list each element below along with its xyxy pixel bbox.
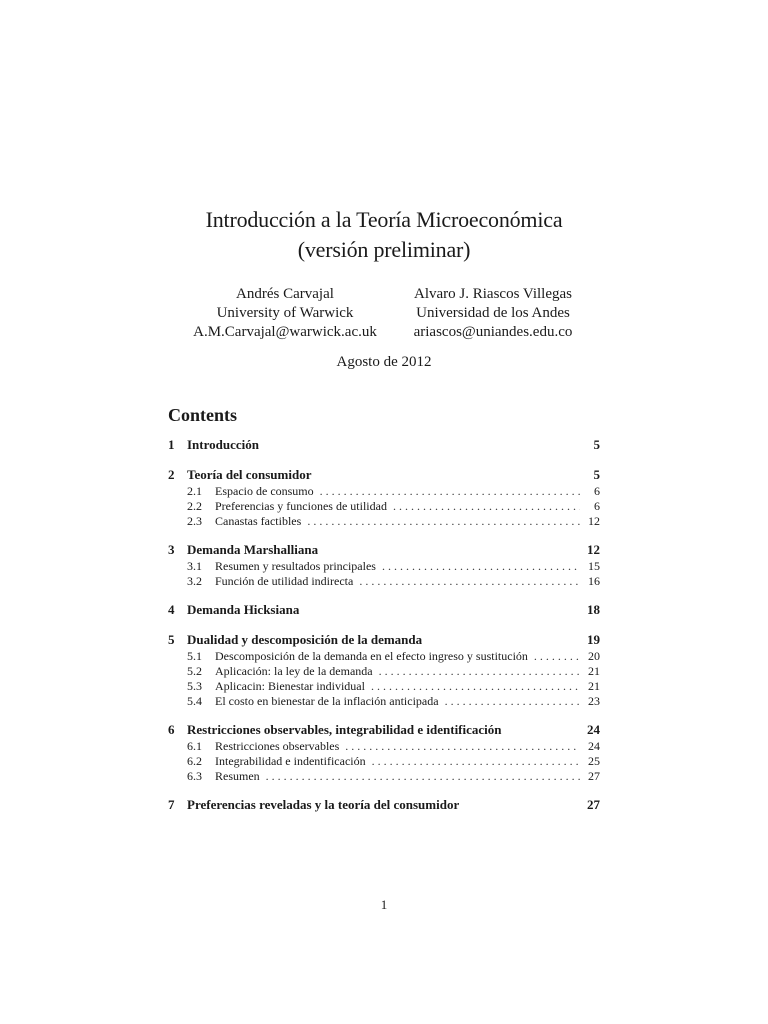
toc-subsection-number: 2.2 bbox=[187, 499, 202, 513]
toc-subsection-number: 5.3 bbox=[187, 679, 202, 693]
toc-subsection-title: Descomposición de la demanda en el efecto ingreso y sustitución bbox=[215, 649, 528, 663]
toc-subsection-page: 20 bbox=[588, 649, 600, 663]
toc-subsection-title: Aplicacin: Bienestar individual bbox=[215, 679, 365, 693]
toc-subsection-number: 3.1 bbox=[187, 559, 202, 573]
authors-block bbox=[0, 285, 768, 345]
author-affiliation: Universidad de los Andes bbox=[416, 305, 570, 321]
toc-subsection-title: Aplicación: la ley de la demanda bbox=[215, 664, 373, 678]
toc-section-page: 27 bbox=[587, 797, 600, 812]
toc-subsection-page: 12 bbox=[588, 514, 600, 528]
document-title bbox=[0, 205, 768, 265]
toc-section-title: Dualidad y descomposición de la demanda bbox=[187, 632, 423, 647]
document-date: Agosto de 2012 bbox=[336, 354, 432, 370]
toc-subsection-number: 2.3 bbox=[187, 514, 202, 528]
toc-section bbox=[168, 436, 600, 454]
toc-subsection-title: El costo en bienestar de la inflación anticipada bbox=[215, 694, 439, 708]
toc-subsection-title: Restricciones observables bbox=[215, 739, 340, 753]
toc-dot-leader bbox=[382, 559, 580, 574]
toc-subsection-number: 6.3 bbox=[187, 769, 202, 783]
toc-section-title: Restricciones observables, integrabilidad e identificación bbox=[187, 722, 502, 737]
toc-subsection-page: 16 bbox=[588, 574, 600, 588]
toc-subsection-row[interactable] bbox=[168, 559, 600, 574]
toc-subsection-number: 2.1 bbox=[187, 484, 202, 498]
toc-section-title: Preferencias reveladas y la teoría del consumidor bbox=[187, 797, 460, 812]
toc-dot-leader bbox=[371, 679, 580, 694]
toc-section-page: 24 bbox=[587, 722, 600, 737]
toc-subsection-page: 25 bbox=[588, 754, 600, 768]
toc-subsection-title: Canastas factibles bbox=[215, 514, 302, 528]
toc-subsection-title: Espacio de consumo bbox=[215, 484, 314, 498]
toc-dot-leader bbox=[266, 769, 580, 784]
toc-section-number: 3 bbox=[168, 542, 175, 557]
toc-section-number: 7 bbox=[168, 797, 175, 812]
toc-subsection-page: 23 bbox=[588, 694, 600, 708]
toc-subsection-page: 21 bbox=[588, 679, 600, 693]
toc-subsection-page: 24 bbox=[588, 739, 600, 753]
toc-dot-leader bbox=[320, 484, 580, 499]
toc-subsection-title: Preferencias y funciones de utilidad bbox=[215, 499, 387, 513]
toc-subsection-number: 5.1 bbox=[187, 649, 202, 663]
toc-subsection-number: 5.4 bbox=[187, 694, 202, 708]
toc-subsection-row[interactable] bbox=[168, 679, 600, 694]
toc-subsection-row[interactable] bbox=[168, 574, 600, 589]
toc-section-row[interactable] bbox=[168, 601, 600, 619]
toc-subsection-number: 3.2 bbox=[187, 574, 202, 588]
toc-section-row[interactable] bbox=[168, 631, 600, 649]
toc-section bbox=[168, 796, 600, 814]
toc-section-title: Demanda Hicksiana bbox=[187, 602, 300, 617]
toc-section-page: 18 bbox=[587, 602, 600, 617]
toc-dot-leader bbox=[372, 754, 580, 769]
title-line-1: Introducción a la Teoría Microeconómica bbox=[205, 207, 563, 232]
toc-dot-leader bbox=[345, 739, 580, 754]
toc-section-row[interactable] bbox=[168, 466, 600, 484]
author-name: Alvaro J. Riascos Villegas bbox=[414, 286, 572, 302]
toc-section-row[interactable] bbox=[168, 721, 600, 739]
toc-section bbox=[168, 721, 600, 784]
toc-subsection-row[interactable] bbox=[168, 484, 600, 499]
toc-dot-leader bbox=[445, 694, 580, 709]
toc-subsection-row[interactable] bbox=[168, 664, 600, 679]
toc-section-number: 1 bbox=[168, 437, 175, 452]
author-1 bbox=[180, 285, 390, 342]
toc-subsection-row[interactable] bbox=[168, 649, 600, 664]
toc-subsection-page: 27 bbox=[588, 769, 600, 783]
toc-section-title: Introducción bbox=[187, 437, 259, 452]
toc-section-row[interactable] bbox=[168, 436, 600, 454]
toc-section-number: 2 bbox=[168, 467, 175, 482]
toc-subsection-number: 6.2 bbox=[187, 754, 202, 768]
toc-dot-leader bbox=[307, 514, 580, 529]
toc-subsection-number: 5.2 bbox=[187, 664, 202, 678]
author-2 bbox=[398, 285, 588, 342]
toc-section-number: 4 bbox=[168, 602, 175, 617]
toc-section bbox=[168, 541, 600, 589]
toc-subsection-row[interactable] bbox=[168, 514, 600, 529]
toc-section-page: 5 bbox=[593, 437, 600, 452]
table-of-contents bbox=[168, 436, 600, 826]
toc-section-number: 5 bbox=[168, 632, 175, 647]
author-name: Andrés Carvajal bbox=[236, 286, 334, 302]
toc-dot-leader bbox=[534, 649, 580, 664]
toc-section bbox=[168, 631, 600, 709]
author-email: ariascos@uniandes.edu.co bbox=[413, 324, 573, 340]
toc-subsection-row[interactable] bbox=[168, 754, 600, 769]
toc-subsection-page: 6 bbox=[594, 499, 600, 513]
toc-dot-leader bbox=[359, 574, 580, 589]
toc-dot-leader bbox=[393, 499, 580, 514]
toc-dot-leader bbox=[379, 664, 580, 679]
toc-section-title: Demanda Marshalliana bbox=[187, 542, 319, 557]
toc-section bbox=[168, 601, 600, 619]
toc-section-page: 5 bbox=[593, 467, 600, 482]
title-line-2: (versión preliminar) bbox=[297, 237, 471, 262]
toc-section-page: 19 bbox=[587, 632, 600, 647]
toc-section-page: 12 bbox=[587, 542, 600, 557]
toc-subsection-title: Resumen bbox=[215, 769, 260, 783]
contents-heading: Contents bbox=[168, 405, 238, 425]
toc-subsection-number: 6.1 bbox=[187, 739, 202, 753]
author-affiliation: University of Warwick bbox=[216, 305, 354, 321]
toc-subsection-row[interactable] bbox=[168, 769, 600, 784]
toc-subsection-page: 15 bbox=[588, 559, 600, 573]
toc-subsection-title: Integrabilidad e indentificación bbox=[215, 754, 366, 768]
toc-subsection-title: Resumen y resultados principales bbox=[215, 559, 376, 573]
toc-subsection-title: Función de utilidad indirecta bbox=[215, 574, 354, 588]
toc-subsection-page: 6 bbox=[594, 484, 600, 498]
toc-section-title: Teoría del consumidor bbox=[187, 467, 312, 482]
page-number: 1 bbox=[380, 897, 388, 912]
toc-subsection-row[interactable] bbox=[168, 694, 600, 709]
toc-section-row[interactable] bbox=[168, 796, 600, 814]
toc-section-row[interactable] bbox=[168, 541, 600, 559]
toc-section bbox=[168, 466, 600, 529]
toc-subsection-row[interactable] bbox=[168, 499, 600, 514]
author-email: A.M.Carvajal@warwick.ac.uk bbox=[193, 324, 377, 340]
toc-section-number: 6 bbox=[168, 722, 175, 737]
toc-subsection-page: 21 bbox=[588, 664, 600, 678]
toc-subsection-row[interactable] bbox=[168, 739, 600, 754]
